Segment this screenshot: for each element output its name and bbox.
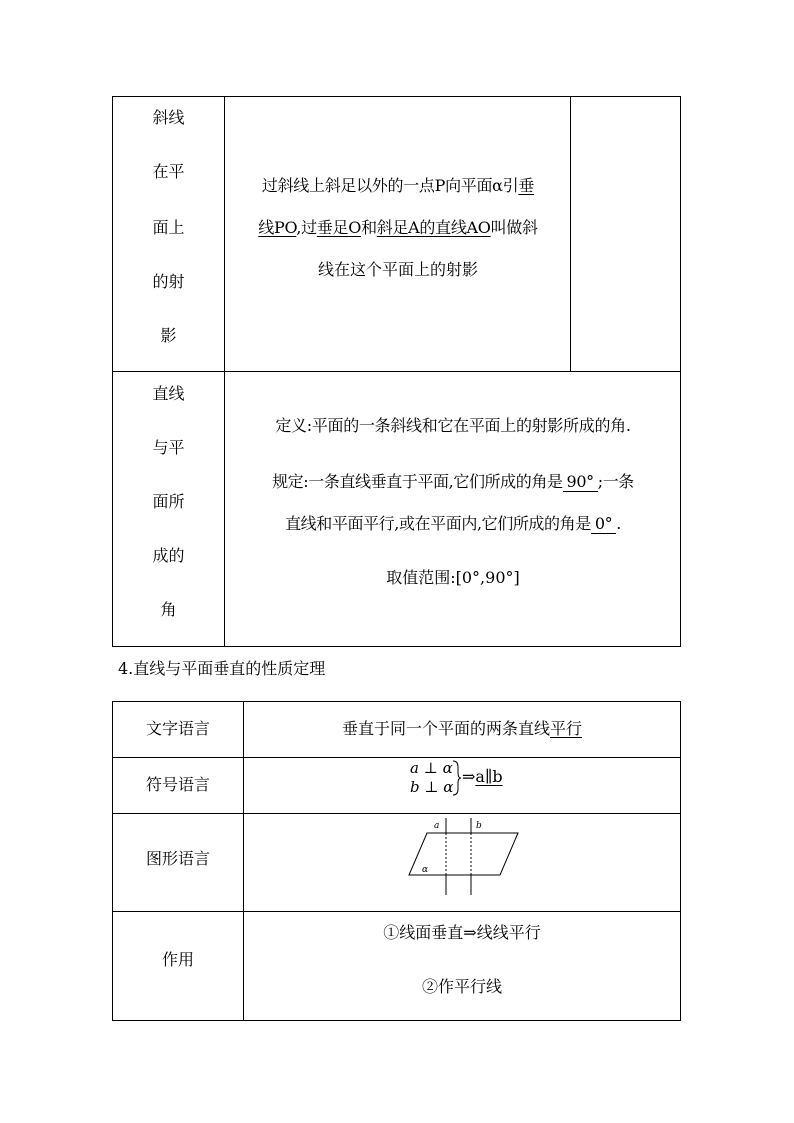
rule-answer-blank: 0° [591,515,616,534]
row1-desc-underlined: 斜足A的直线AO [376,218,491,237]
rule-text: . [616,514,621,533]
rule-text: ;一条 [597,472,634,491]
row1-header-line: 面上 [152,218,185,237]
row2-header-line: 成的 [152,546,185,565]
table-2-border-col1 [243,701,244,1021]
table-1-border-middle [112,371,681,372]
symbol-result [462,767,503,787]
row1-desc-text: 叫做斜 [490,218,538,237]
rule-answer-blank: 90° [563,473,598,492]
section-title: 4.直线与平面垂直的性质定理 [118,659,326,678]
table-1-border-bottom [112,646,681,647]
purpose-item-2: ②作平行线 [421,977,502,996]
text-language-statement: 垂直于同一个平面的两条直线 [341,719,550,738]
row-label-figure-language: 图形语言 [145,849,210,868]
symbol-line-b: b ⊥ α [410,778,454,796]
label-b: b [476,821,482,831]
row1-desc-underlined: 垂足O [316,218,362,237]
right-brace-icon [452,760,462,796]
label-a: a [434,821,440,831]
row1-desc-text: 和 [361,218,377,237]
table-2-border-bottom [112,1020,681,1021]
table-1-border-col1 [224,96,225,647]
table-2-border-row3 [112,911,681,912]
text-language-answer: 平行 [550,719,583,738]
purpose-item-1: ①线面垂直⇒线线平行 [383,923,541,942]
row1-header-line: 影 [160,326,177,345]
table-2-border-row1 [112,757,681,758]
symbol-line-a: a ⊥ α [410,759,453,777]
row1-desc-line3: 线在这个平面上的射影 [317,260,478,279]
label-alpha: α [422,865,429,875]
symbol-result-parallel: a∥b [475,767,503,786]
table-2-border-right [680,701,681,1021]
row2-header-line: 面所 [152,492,185,511]
perpendicular-lines-figure [400,815,525,897]
range-text: 取值范围:[0°,90°] [386,568,520,587]
row2-header-line: 与平 [152,438,185,457]
table-1-border-col2 [570,96,571,372]
row1-desc-line2 [228,216,568,240]
row1-desc-underlined: 垂 [518,176,535,195]
rule-text: 规定:一条直线垂直于平面,它们所成的角是 [272,472,563,491]
row1-desc-underlined: 线PO [258,218,297,237]
rule-line1 [228,470,678,494]
row-label-purpose: 作用 [161,950,194,969]
row1-desc-text: ,过 [296,218,317,237]
row-label-text-language: 文字语言 [145,719,210,738]
table-2-border-top [112,701,681,702]
table-2-border-row2 [112,813,681,814]
row-label-symbol-language: 符号语言 [145,775,210,794]
definition-text: 定义:平面的一条斜线和它在平面上的射影所成的角. [275,416,631,435]
rule-text: 直线和平面平行,或在平面内,它们所成的角是 [285,514,591,533]
row1-header-line: 的射 [152,272,185,291]
implies-arrow: ⇒ [462,767,476,786]
row1-header-line: 在平 [152,162,185,181]
text-language-content [244,717,680,741]
row1-desc-text: 过斜线上斜足以外的一点P向平面α引 [261,176,519,195]
table-1-border-right [680,96,681,647]
row2-header-line: 角 [160,600,177,619]
rule-line2 [228,512,678,536]
row1-desc-line1 [228,174,568,198]
table-1-border-top [112,96,681,97]
row2-header-line: 直线 [152,384,185,403]
row1-header-line: 斜线 [152,108,185,127]
